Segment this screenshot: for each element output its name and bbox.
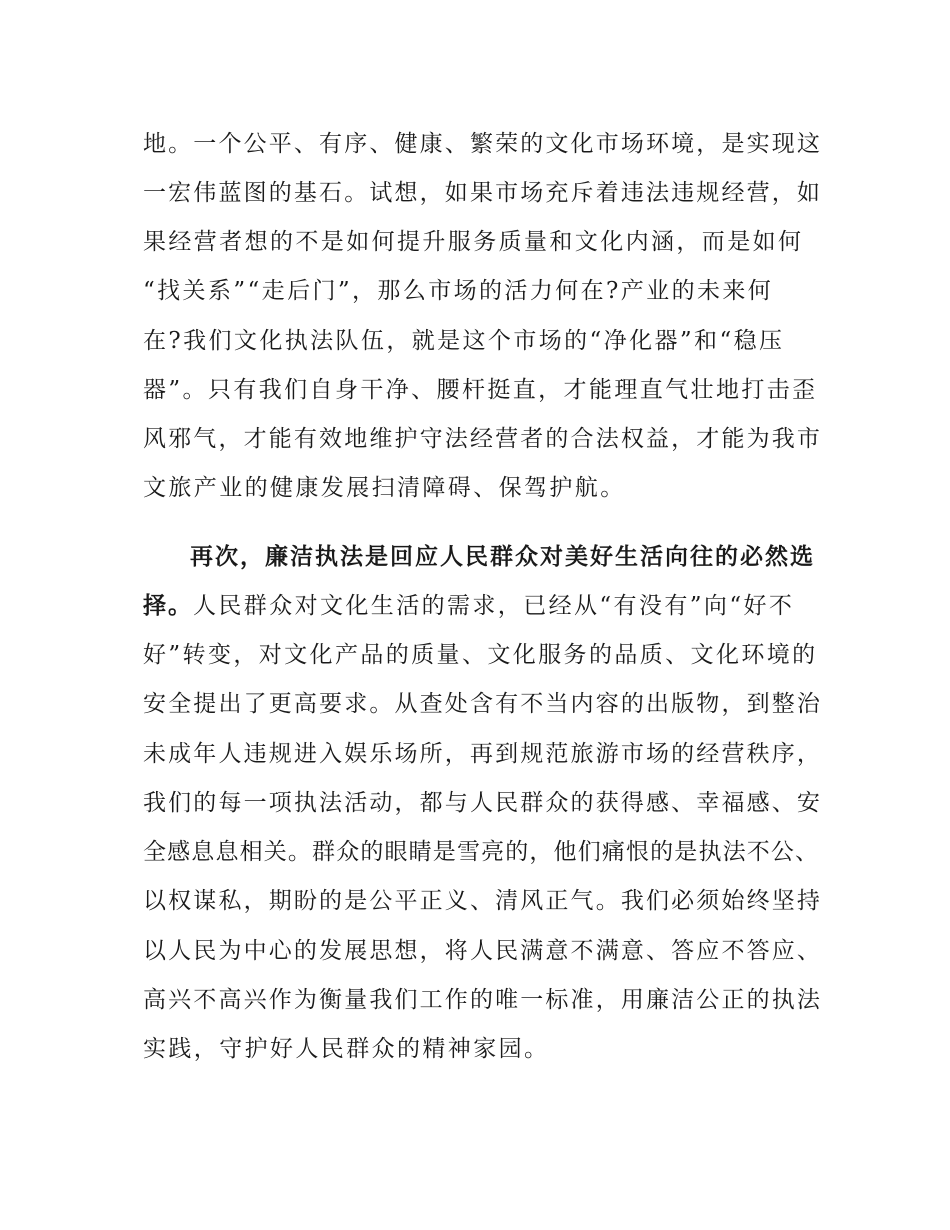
- paragraph-2-heading: 再次，廉洁执法是回应人民群众对美好生活向往的必然选: [190, 544, 815, 570]
- paragraph-1-line-2: 一宏伟蓝图的基石。试想，如果市场充斥着违法违规经营，如: [143, 180, 823, 206]
- paragraph-2-line-2-text: 人民群众对文化生活的需求，已经从“有没有”向“好不: [193, 593, 795, 619]
- paragraph-2-line-3: 好”转变，对文化产品的质量、文化服务的品质、文化环境的: [143, 642, 818, 668]
- paragraph-1-line-1: 地。一个公平、有序、健康、繁荣的文化市场环境，是实现这: [143, 131, 823, 157]
- paragraph-2-line-8: 以权谋私，期盼的是公平正义、清风正气。我们必须始终坚持: [143, 888, 823, 914]
- paragraph-1-line-3: 果经营者想的不是如何提升服务质量和文化内涵，而是如何: [143, 229, 804, 255]
- paragraph-1-line-7: 风邪气，才能有效地维护守法经营者的合法权益，才能为我市: [143, 426, 823, 452]
- paragraph-2-line-6: 我们的每一项执法活动，都与人民群众的获得感、幸福感、安: [143, 790, 823, 816]
- paragraph-2-line-9: 以人民为中心的发展思想，将人民满意不满意、答应不答应、: [143, 938, 823, 964]
- paragraph-2-line-7: 全感息息相关。群众的眼睛是雪亮的，他们痛恨的是执法不公、: [143, 839, 820, 865]
- paragraph-2-line-2: [143, 589, 823, 623]
- paragraph-2-line-10: 高兴不高兴作为衡量我们工作的唯一标准，用廉洁公正的执法: [143, 987, 823, 1013]
- paragraph-1-line-4: “找关系”“走后门”，那么市场的活力何在?产业的未来何: [143, 278, 774, 304]
- paragraph-1-line-6: 器”。只有我们自身干净、腰杆挺直，才能理直气壮地打击歪: [143, 377, 818, 403]
- paragraph-2-line-5: 未成年人违规进入娱乐场所，再到规范旅游市场的经营秩序，: [143, 741, 823, 767]
- paragraph-2-line-11: 实践，守护好人民群众的精神家园。: [143, 1036, 550, 1062]
- paragraph-2-heading-end: 择。: [143, 593, 193, 619]
- paragraph-2-line-4: 安全提出了更高要求。从查处含有不当内容的出版物，到整治: [143, 691, 823, 717]
- paragraph-1-line-8: 文旅产业的健康发展扫清障碍、保驾护航。: [143, 475, 626, 501]
- paragraph-1-line-5: 在?我们文化执法队伍，就是这个市场的“净化器”和“稳压: [143, 328, 785, 354]
